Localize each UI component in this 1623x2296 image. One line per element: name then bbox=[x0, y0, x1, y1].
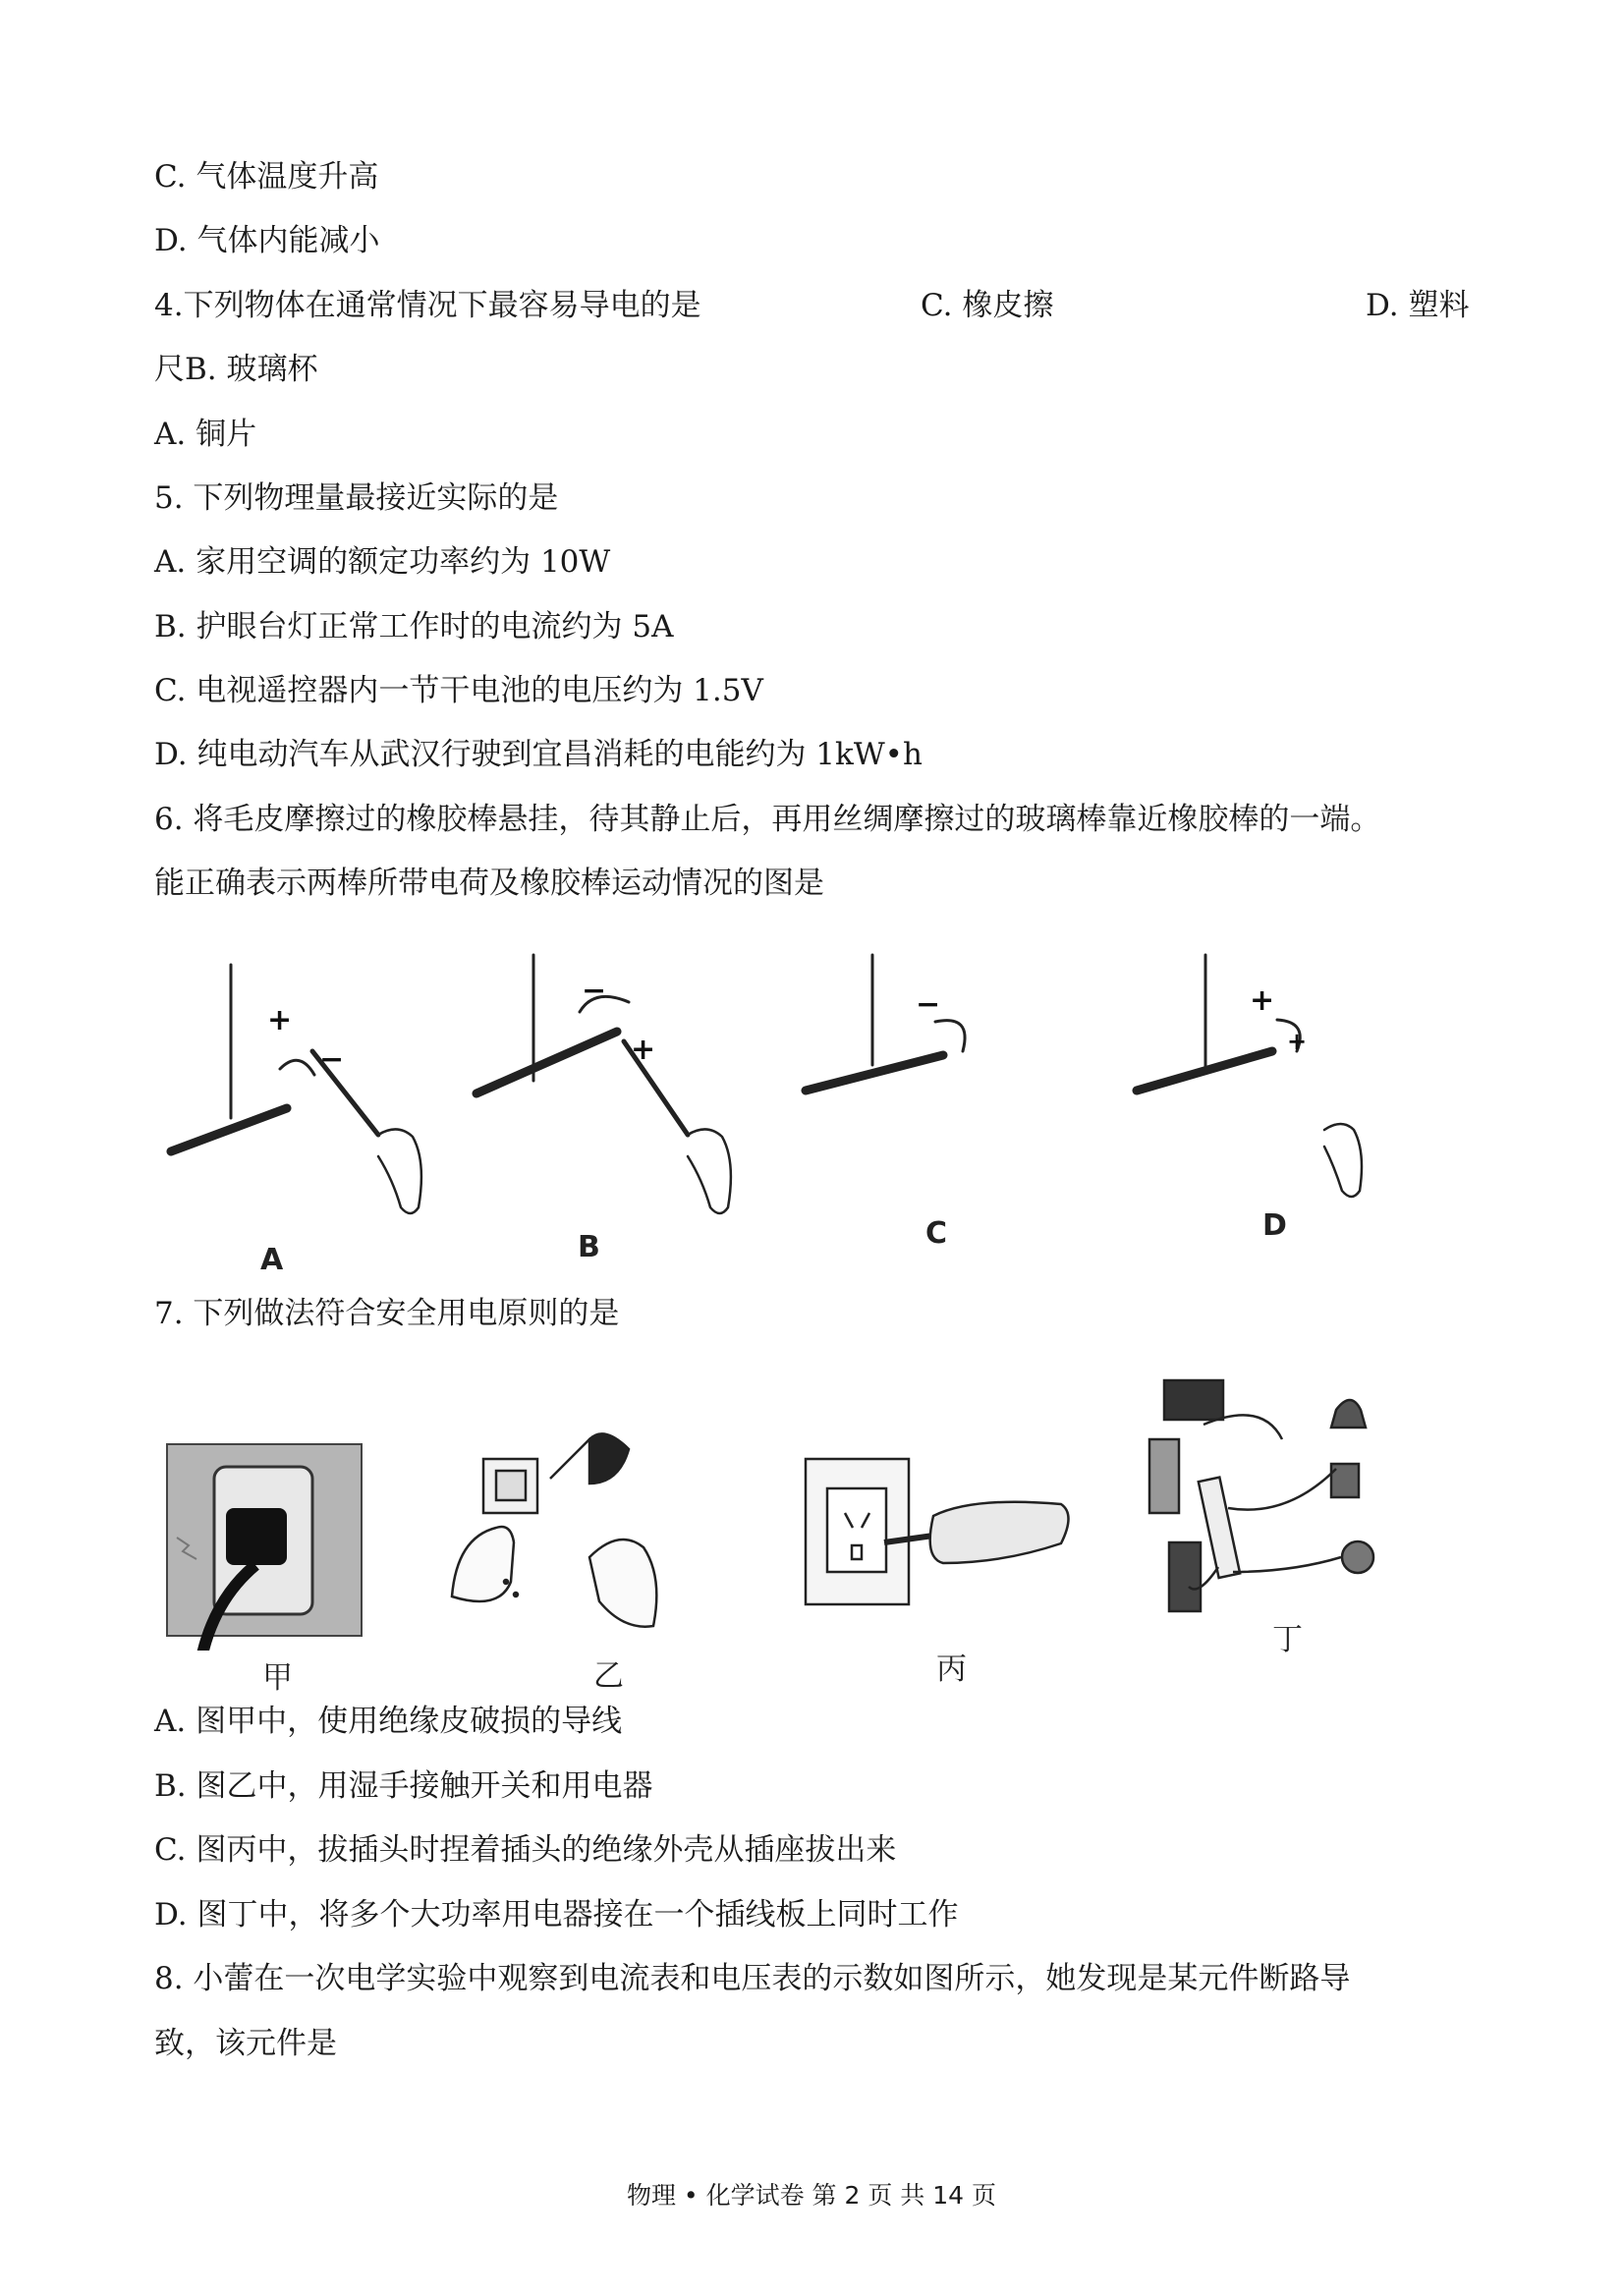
option-3c: C. 气体温度升高 bbox=[154, 159, 379, 195]
q7-caption-bing: 丙 bbox=[936, 1652, 967, 1687]
q6-d-rubber-charge: + bbox=[1250, 983, 1275, 1018]
hand-a bbox=[378, 1129, 421, 1213]
question-6-stem-line1: 6. 将毛皮摩擦过的橡胶棒悬挂，待其静止后，再用丝绸摩擦过的玻璃棒靠近橡胶棒的一端。 bbox=[154, 802, 1381, 837]
question-8-stem-line2: 致，该元件是 bbox=[154, 2026, 337, 2061]
q7-figures bbox=[157, 1371, 1425, 1651]
q6-figures bbox=[157, 943, 1434, 1267]
q6-c-rubber-charge: − bbox=[916, 987, 941, 1022]
page-footer: 物理 • 化学试卷 第 2 页 共 14 页 bbox=[626, 2181, 997, 2210]
hand-b bbox=[688, 1129, 731, 1213]
figure-jia-damaged-wire bbox=[167, 1444, 362, 1651]
question-7-stem: 7. 下列做法符合安全用电原则的是 bbox=[154, 1296, 620, 1331]
q7-caption-jia: 甲 bbox=[262, 1660, 293, 1696]
rubber-rod-c bbox=[806, 1055, 943, 1091]
q6-label-d: D bbox=[1262, 1208, 1287, 1243]
motion-arrow-a bbox=[280, 1060, 314, 1075]
rubber-rod-b bbox=[476, 1032, 617, 1093]
option-4b: 尺B. 玻璃杯 bbox=[154, 352, 318, 387]
q7-caption-ding: 丁 bbox=[1272, 1622, 1303, 1657]
q6-label-b: B bbox=[578, 1230, 600, 1264]
option-5c: C. 电视遥控器内一节干电池的电压约为 1.5V bbox=[154, 673, 763, 708]
option-7c: C. 图丙中，拔插头时捏着插头的绝缘外壳从插座拔出来 bbox=[154, 1832, 897, 1868]
figure-bing-unplug bbox=[806, 1459, 1069, 1604]
question-4-stem: 4.下列物体在通常情况下最容易导电的是 bbox=[154, 288, 701, 323]
figure-ding-overloaded-strip bbox=[1149, 1380, 1373, 1611]
option-5d: D. 纯电动汽车从武汉行驶到宜昌消耗的电能约为 1kW•h bbox=[154, 737, 923, 772]
option-7b: B. 图乙中，用湿手接触开关和用电器 bbox=[154, 1768, 653, 1804]
figure-yi-wet-hands bbox=[452, 1433, 656, 1626]
option-3d: D. 气体内能减小 bbox=[154, 223, 380, 258]
option-4d: D. 塑料 bbox=[1366, 288, 1470, 323]
q6-b-glass-charge: + bbox=[631, 1033, 656, 1067]
q6-label-a: A bbox=[260, 1243, 284, 1277]
option-4a: A. 铜片 bbox=[154, 417, 257, 452]
q6-b-rubber-charge: − bbox=[582, 974, 607, 1008]
question-8-stem-line1: 8. 小蕾在一次电学实验中观察到电流表和电压表的示数如图所示，她发现是某元件断路导 bbox=[154, 1961, 1351, 1996]
q6-label-c: C bbox=[925, 1216, 948, 1251]
q6-a-rubber-charge: + bbox=[267, 1003, 293, 1037]
option-5a: A. 家用空调的额定功率约为 10W bbox=[154, 544, 611, 580]
option-4c: C. 橡皮擦 bbox=[921, 288, 1054, 323]
hand-d bbox=[1324, 1124, 1362, 1197]
option-7a: A. 图甲中，使用绝缘皮破损的导线 bbox=[154, 1704, 623, 1739]
question-6-stem-line2: 能正确表示两棒所带电荷及橡胶棒运动情况的图是 bbox=[154, 866, 824, 901]
option-5b: B. 护眼台灯正常工作时的电流约为 5A bbox=[154, 609, 674, 644]
rubber-rod-a bbox=[171, 1108, 287, 1151]
q6-a-glass-charge: − bbox=[319, 1042, 345, 1077]
q6-d-glass-charge: + bbox=[1287, 1028, 1308, 1055]
motion-arrow-c bbox=[935, 1021, 965, 1051]
question-5-stem: 5. 下列物理量最接近实际的是 bbox=[154, 480, 559, 516]
q7-caption-yi: 乙 bbox=[593, 1658, 624, 1694]
option-7d: D. 图丁中，将多个大功率用电器接在一个插线板上同时工作 bbox=[154, 1897, 959, 1932]
